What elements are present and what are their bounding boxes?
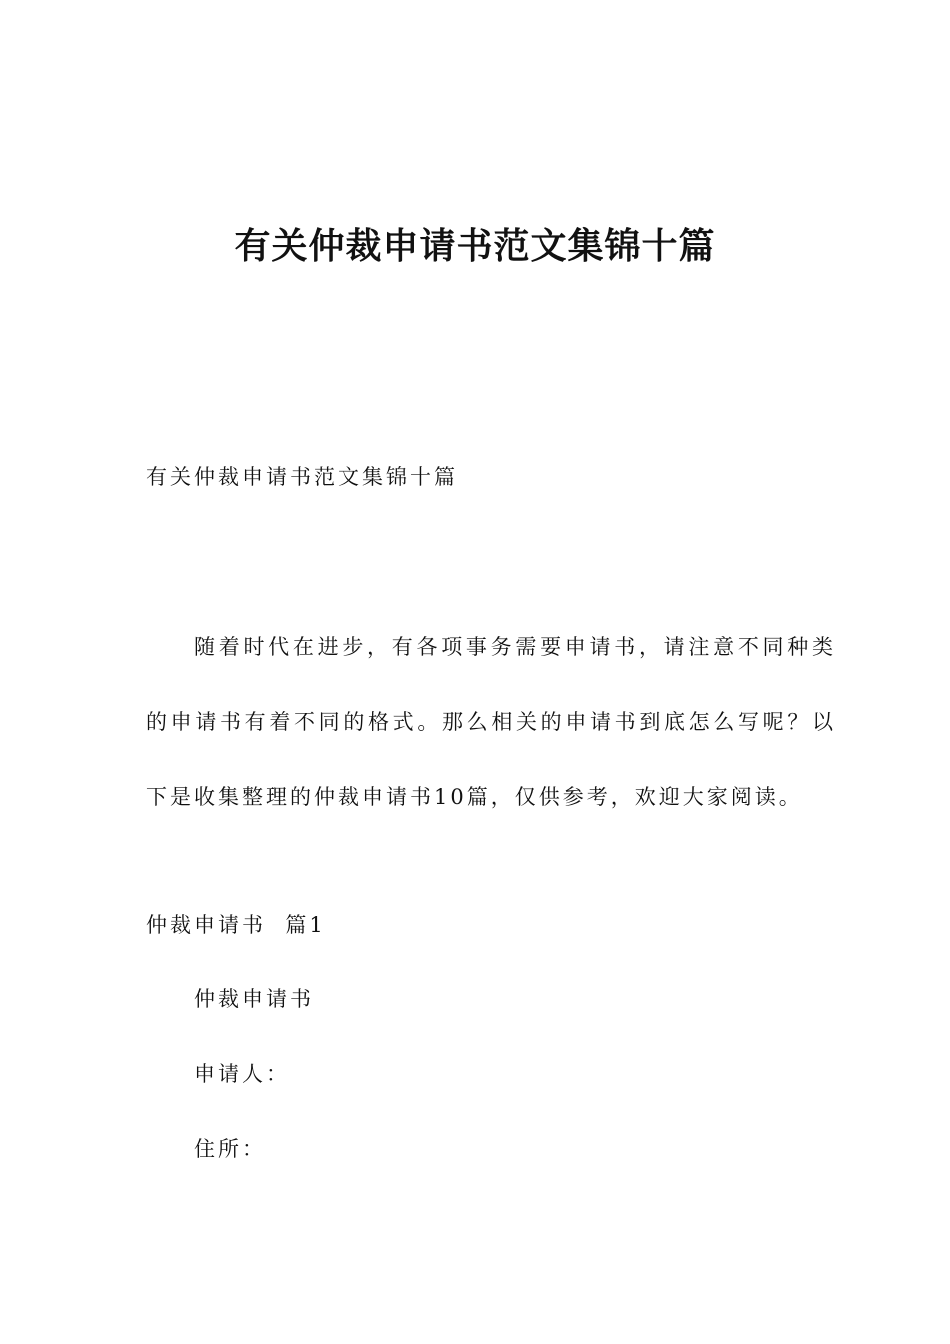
document-subtitle: 有关仲裁申请书范文集锦十篇 — [146, 465, 458, 489]
section-heading: 仲裁申请书 篇1 — [146, 913, 326, 937]
section-line-form-title: 仲裁申请书 — [194, 987, 314, 1011]
intro-paragraph: 随着时代在进步，有各项事务需要申请书，请注意不同种类的申请书有着不同的格式。那么相关的申请书到底怎么写呢？以下是收集整理的仲裁申请书10篇，仅供参考，欢迎大家阅读。 — [146, 635, 836, 809]
section-line-address: 住所： — [194, 1137, 266, 1161]
section-line-applicant: 申请人： — [194, 1062, 290, 1086]
document-title: 有关仲裁申请书范文集锦十篇 — [234, 226, 716, 267]
